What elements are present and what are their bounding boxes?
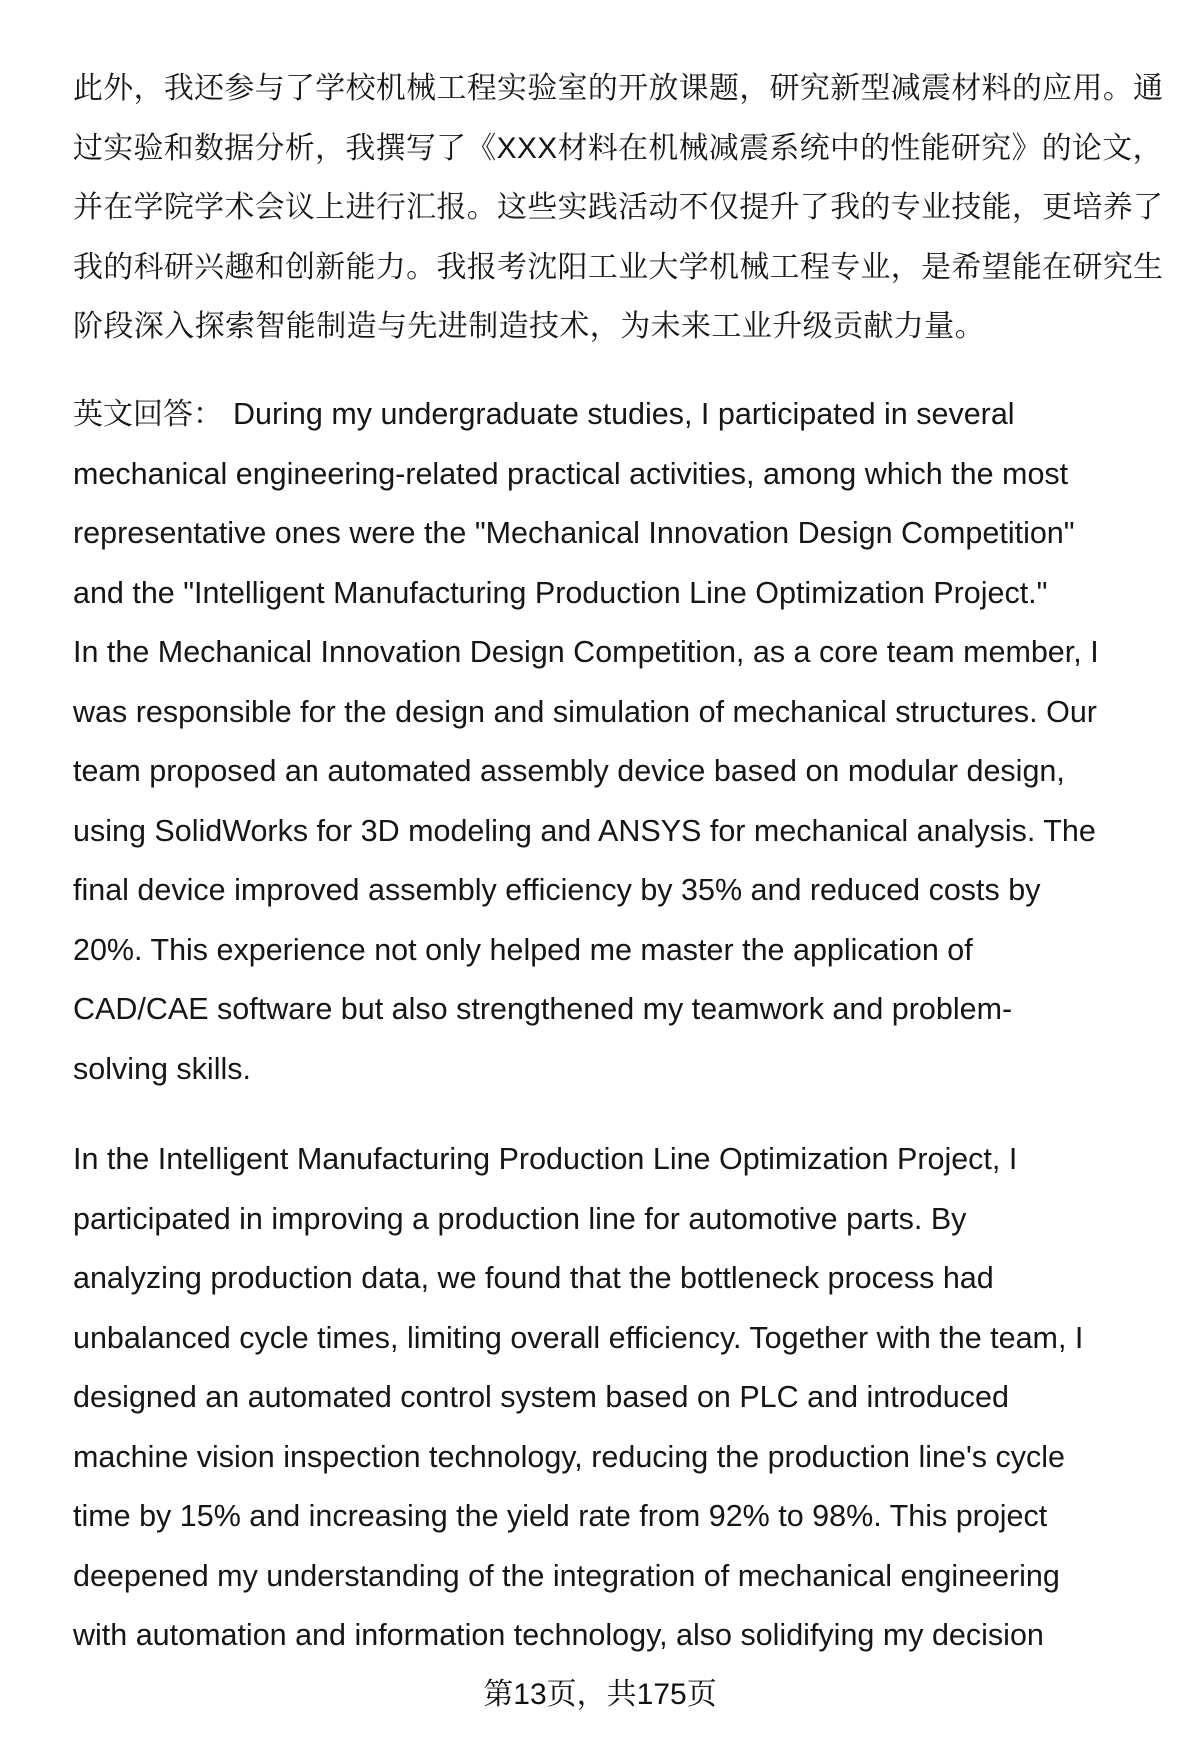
paragraph-line: 我的科研兴趣和创新能力。我报考沈阳工业大学机械工程专业，是希望能在研究生	[73, 250, 1164, 284]
paragraph-line: 阶段深入探索智能制造与先进制造技术，为未来工业升级贡献力量。	[73, 310, 985, 343]
page-number-footer: 第13页，共175页	[483, 1678, 717, 1711]
paragraph-line: designed an automated control system based on PLC and introduced	[73, 1380, 1009, 1414]
paragraph-line: 并在学院学术会议上进行汇报。这些实践活动不仅提升了我的专业技能，更培养了	[73, 191, 1164, 224]
paragraph-line: team proposed an automated assembly device based on modular design,	[73, 754, 1065, 788]
paragraph-line: was responsible for the design and simulation of mechanical structures. Our	[73, 694, 1097, 729]
paragraph-line: unbalanced cycle times, limiting overall efficiency. Together with the team, I	[73, 1320, 1084, 1355]
paragraph-line: and the "Intelligent Manufacturing Production Line Optimization Project."	[73, 575, 1048, 610]
paragraph-line: analyzing production data, we found that the bottleneck process had	[73, 1261, 994, 1295]
paragraph-line: with automation and information technology, also solidifying my decision	[73, 1618, 1044, 1652]
paragraph-line: 20%. This experience not only helped me master the application of	[73, 932, 973, 967]
paragraph-line-text: During my undergraduate studies, I participated in several	[233, 397, 1015, 431]
paragraph-line: 过实验和数据分析，我撰写了《XXX材料在机械减震系统中的性能研究》的论文，	[73, 131, 1163, 165]
paragraph-line: deepened my understanding of the integration of mechanical engineering	[73, 1558, 1060, 1593]
paragraph-line: In the Intelligent Manufacturing Production Line Optimization Project, I	[73, 1142, 1018, 1176]
english-answer-paragraph-1	[73, 385, 1163, 1099]
paragraph-line: representative ones were the "Mechanical Innovation Design Competition"	[73, 516, 1075, 550]
paragraph-line: mechanical engineering-related practical activities, among which the most	[73, 456, 1069, 491]
paragraph-line: participated in improving a production line for automotive parts. By	[73, 1201, 967, 1236]
paragraph-line: machine vision inspection technology, reducing the production line's cycle	[73, 1439, 1065, 1474]
paragraph-line: In the Mechanical Innovation Design Competition, as a core team member, I	[73, 635, 1099, 669]
paragraph-line: solving skills.	[73, 1051, 251, 1086]
paragraph-line: 此外，我还参与了学校机械工程实验室的开放课题，研究新型减震材料的应用。通	[73, 72, 1164, 105]
chinese-answer-paragraph	[73, 59, 1163, 357]
paragraph-line: using SolidWorks for 3D modeling and ANSYS for mechanical analysis. The	[73, 813, 1096, 848]
paragraph-line: time by 15% and increasing the yield rate from 92% to 98%. This project	[73, 1499, 1048, 1533]
paragraph-line: final device improved assembly efficiency by 35% and reduced costs by	[73, 873, 1041, 907]
paragraph-line-with-label	[73, 385, 1163, 445]
english-answer-paragraph-2	[73, 1130, 1163, 1666]
english-answer-label: 英文回答：	[73, 398, 223, 431]
paragraph-line: CAD/CAE software but also strengthened my teamwork and problem-	[73, 992, 1013, 1026]
